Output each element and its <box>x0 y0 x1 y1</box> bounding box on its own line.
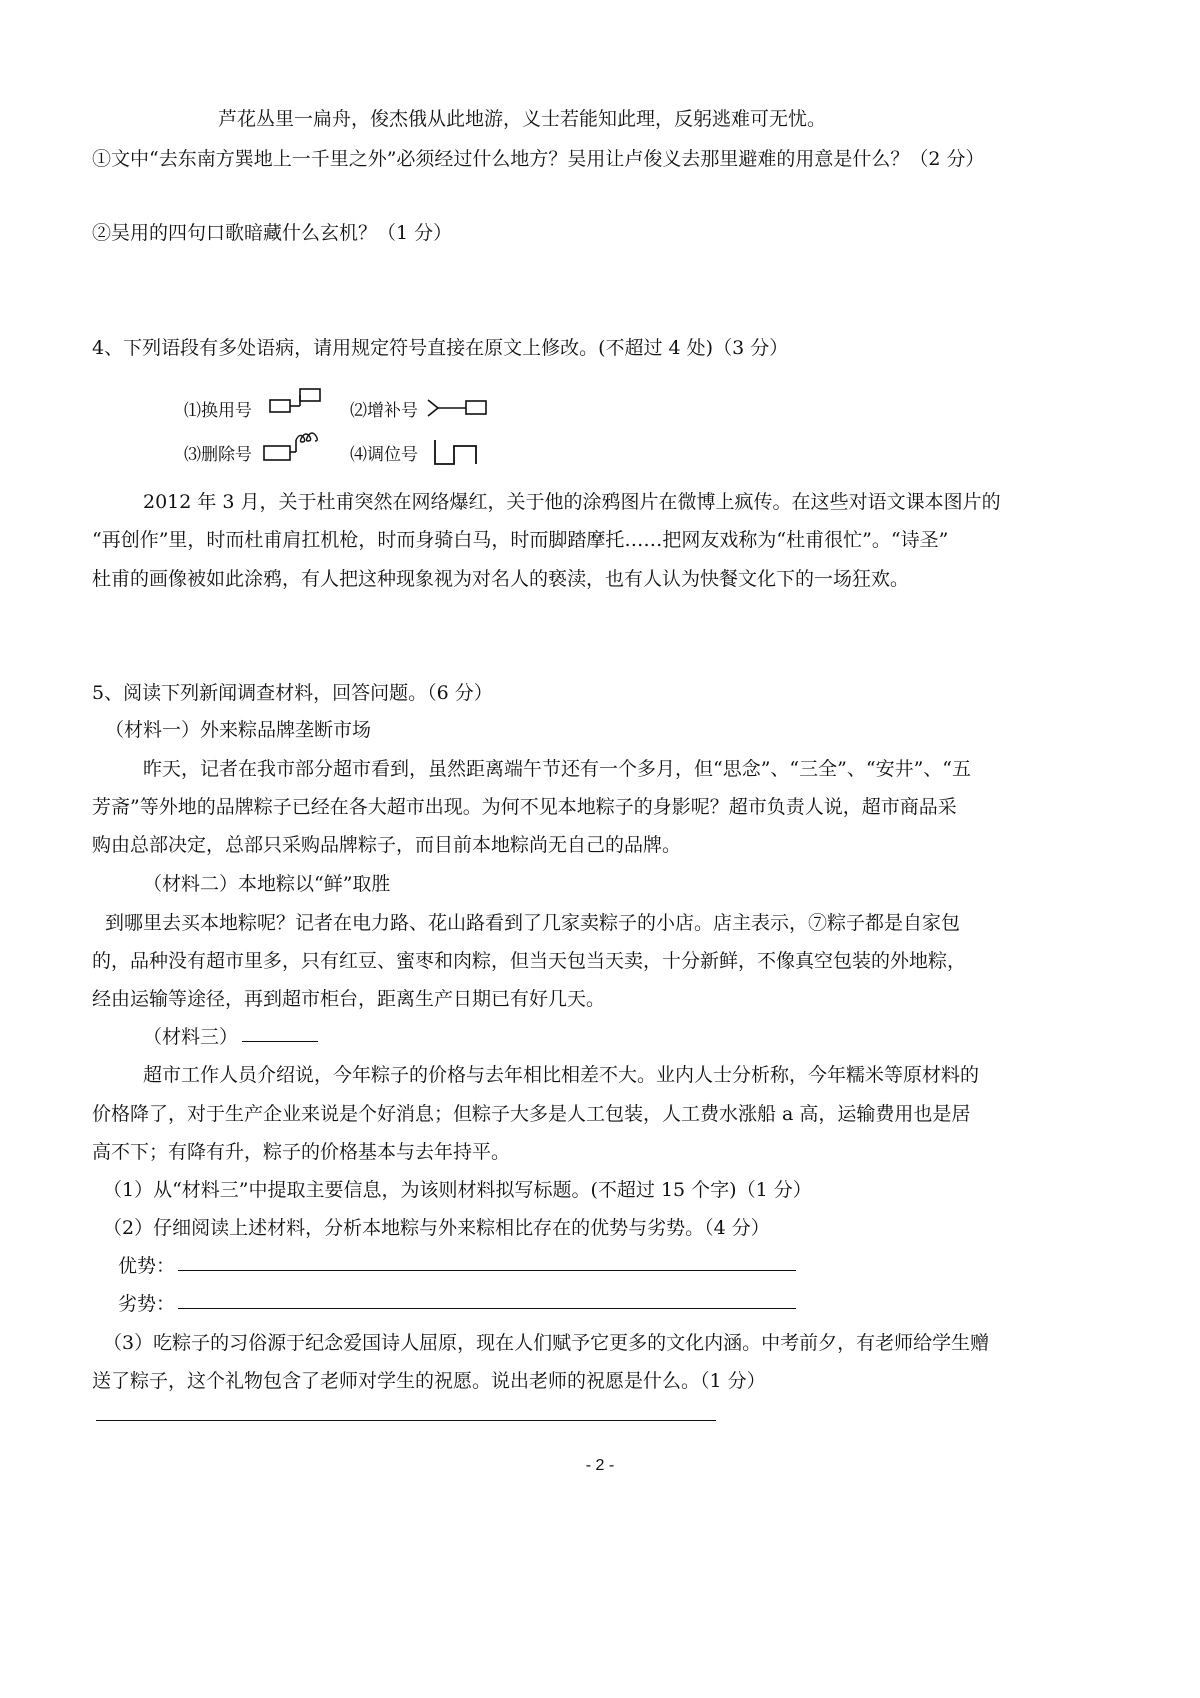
transpose-symbol-label: ⑷调位号 <box>350 445 418 465</box>
material1-line: 购由总部决定，总部只采购品牌粽子，而目前本地粽尚无自己的品牌。 <box>92 834 682 856</box>
poem-line: 芦花丛里一扁舟，俊杰俄从此地游，义士若能知此理，反躬逃难可无忧。 <box>218 108 827 130</box>
material3-title: （材料三） <box>143 1026 239 1048</box>
q5-subquestion-2: （2）仔细阅读上述材料，分析本地粽与外来粽相比存在的优势与劣势。（4 分） <box>103 1217 770 1239</box>
material2-line: 的，品种没有超市里多，只有红豆、蜜枣和肉粽，但当天包当天卖，十分新鲜，不像真空包装的外地粽， <box>92 950 967 972</box>
q3-subquestion-2: ②吴用的四句口歌暗藏什么玄机？（1 分） <box>92 222 453 244</box>
paragraph-line: “再创作”里，时而杜甫肩扛机枪，时而身骑白马，时而脚踏摩托……把网友戏称为“杜甫很忙”。“诗圣” <box>92 529 949 551</box>
material3-line: 超市工作人员介绍说，今年粽子的价格与去年相比相差不大。业内人士分析称，今年糯米等原材料的 <box>143 1064 980 1086</box>
q5-prompt: 5、阅读下列新闻调查材料，回答问题。（6 分） <box>92 682 493 704</box>
disadvantage-answer-blank[interactable] <box>178 1308 796 1309</box>
material3-line: 价格降了，对于生产企业来说是个好消息；但粽子大多是人工包装，人工费水涨船 a 高，运输费用也是居 <box>92 1103 971 1125</box>
replace-symbol-label: ⑴换用号 <box>184 401 252 421</box>
material2-line: 经由运输等途径，再到超市柜台，距离生产日期已有好几天。 <box>92 988 606 1010</box>
paragraph-line: 2012 年 3 月，关于杜甫突然在网络爆红，关于他的涂鸦图片在微博上疯传。在这些对语文课本图片的 <box>143 491 1001 513</box>
material1-line: 昨天，记者在我市部分超市看到，虽然距离端午节还有一个多月，但“思念”、“三全”、“安井”、“五 <box>143 758 971 780</box>
paragraph-line: 杜甫的画像被如此涂鸦，有人把这种现象视为对名人的亵渎，也有人认为快餐文化下的一场狂欢。 <box>92 568 910 590</box>
q3-subquestion-1: ①文中“去东南方巽地上一千里之外”必须经过什么地方？吴用让卢俊义去那里避难的用意是什么？（2 分） <box>92 148 985 170</box>
material3-title-blank[interactable] <box>242 1041 318 1042</box>
q5-subquestion-3-line: 送了粽子，这个礼物包含了老师对学生的祝愿。说出老师的祝愿是什么。（1 分） <box>92 1370 766 1392</box>
replace-symbol-icon <box>268 386 324 416</box>
insert-symbol-label: ⑵增补号 <box>350 401 418 421</box>
delete-symbol-label: ⑶删除号 <box>184 445 252 465</box>
q5-subquestion-1: （1）从“材料三”中提取主要信息，为该则材料拟写标题。(不超过 15 个字)（1 分） <box>103 1179 812 1201</box>
advantage-label: 优势： <box>118 1255 176 1277</box>
transpose-symbol-icon <box>432 436 480 468</box>
q4-prompt: 4、下列语段有多处语病，请用规定符号直接在原文上修改。(不超过 4 处)（3 分） <box>92 337 789 359</box>
disadvantage-label: 劣势： <box>118 1293 176 1315</box>
material3-line: 高不下；有降有升，粽子的价格基本与去年持平。 <box>92 1141 511 1163</box>
q5-subquestion-3-line: （3）吃粽子的习俗源于纪念爱国诗人屈原，现在人们赋予它更多的文化内涵。中考前夕，有老师给学生赠 <box>103 1332 990 1354</box>
material2-line: 到哪里去买本地粽呢？记者在电力路、花山路看到了几家卖粽子的小店。店主表示，⑦粽子都是自家包 <box>105 912 961 934</box>
delete-symbol-icon <box>262 428 334 464</box>
page-number: - 2 - <box>585 1457 615 1474</box>
material2-title: （材料二）本地粽以“鲜”取胜 <box>143 873 391 895</box>
advantage-answer-blank[interactable] <box>178 1270 796 1271</box>
wish-answer-blank[interactable] <box>96 1420 716 1421</box>
material1-line: 芳斋”等外地的品牌粽子已经在各大超市出现。为何不见本地粽子的身影呢？超市负责人说，超市商品采 <box>92 796 957 818</box>
material1-title: （材料一）外来粽品牌垄断市场 <box>105 719 372 741</box>
insert-symbol-icon <box>426 396 490 422</box>
